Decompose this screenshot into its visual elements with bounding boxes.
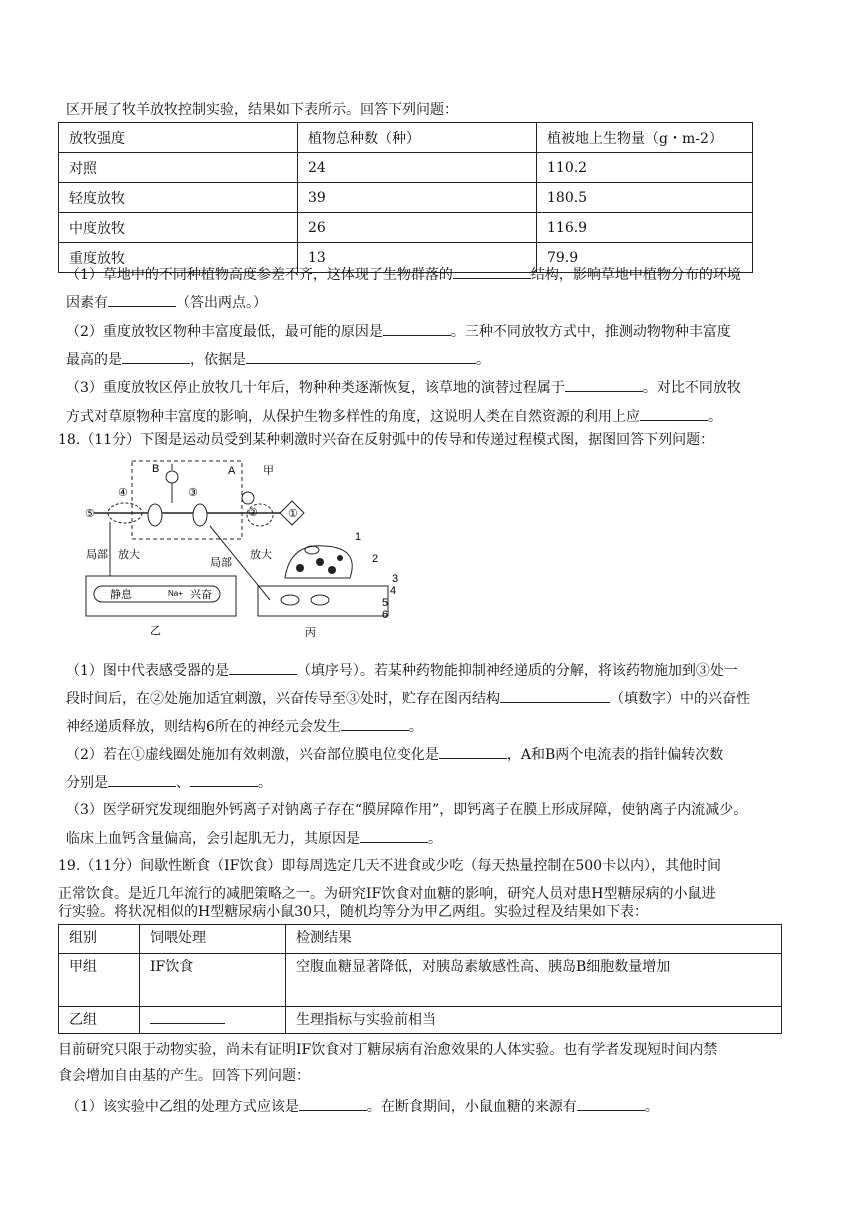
q17-part2-line2 bbox=[66, 349, 490, 370]
answer-blank[interactable] bbox=[453, 264, 531, 279]
label-jubu1: 局部 bbox=[86, 549, 108, 561]
table-row bbox=[59, 213, 753, 243]
table-header-row bbox=[59, 123, 753, 153]
answer-blank[interactable] bbox=[360, 828, 428, 843]
answer-blank[interactable] bbox=[108, 772, 176, 787]
text: 。三种不同放牧方式中，推测动物物种丰富度 bbox=[450, 324, 731, 340]
answer-blank[interactable] bbox=[341, 716, 409, 731]
table-cell: 乙组 bbox=[59, 1007, 140, 1034]
text: 。 bbox=[258, 775, 272, 791]
grazing-table bbox=[58, 122, 753, 273]
q19-line3: 行实验。将状况相似的H型糖尿病小鼠30只，随机均等分为甲乙两组。实验过程及结果如下表： bbox=[58, 904, 649, 920]
text: 神经递质释放，则结构6所在的神经元会发生 bbox=[66, 719, 341, 735]
table-header-cell: 组别 bbox=[59, 925, 140, 954]
answer-blank[interactable] bbox=[108, 292, 176, 307]
answer-blank[interactable] bbox=[150, 1009, 225, 1024]
ammeter-b bbox=[166, 471, 178, 483]
table-row bbox=[59, 1007, 782, 1034]
q18-part2-line1 bbox=[66, 744, 723, 765]
answer-blank[interactable] bbox=[383, 321, 451, 336]
answer-blank[interactable] bbox=[299, 1096, 367, 1111]
text: 。对比不同放牧 bbox=[642, 380, 741, 396]
text: 。 bbox=[428, 831, 442, 847]
label-k2: 2 bbox=[372, 553, 379, 565]
table-row bbox=[59, 954, 782, 1007]
q18-part3-line2 bbox=[66, 828, 442, 849]
synapse-body bbox=[148, 504, 162, 526]
text: 。在断食期间，小鼠血糖的来源有 bbox=[366, 1099, 577, 1115]
table-cell: 空腹血糖显著降低，对胰岛素敏感性高、胰岛B细胞数量增加 bbox=[286, 954, 782, 1007]
table-cell: 79.9 bbox=[537, 243, 753, 273]
text: 。 bbox=[708, 409, 722, 425]
answer-blank[interactable] bbox=[229, 660, 297, 675]
table-cell: 13 bbox=[298, 243, 537, 273]
text: （1）该实验中乙组的处理方式应该是 bbox=[66, 1099, 299, 1115]
q17-part3-line2 bbox=[66, 406, 722, 427]
label-jubu2: 局部 bbox=[210, 557, 232, 569]
q18-part1-line3 bbox=[66, 716, 423, 737]
panel-bing bbox=[258, 586, 388, 616]
q18-title: 18.（11分）下图是运动员受到某种刺激时兴奋在反射弧中的传导和传递过程模式图，据图回答下列问题： bbox=[58, 432, 715, 448]
table-cell: 110.2 bbox=[537, 153, 753, 183]
label-k4: 4 bbox=[390, 585, 397, 597]
q17-part2-line1 bbox=[66, 321, 731, 342]
q19-line1: 19.（11分）间歇性断食（IF饮食）即每周选定几天不进食或少吃（每天热量控制在500卡以内），其他时间 bbox=[58, 858, 722, 874]
text: 。 bbox=[644, 1099, 659, 1115]
text: 最高的是 bbox=[66, 352, 122, 368]
answer-blank[interactable] bbox=[190, 772, 258, 787]
label-jingxi: 静息 bbox=[110, 589, 132, 601]
text: 结构，影响草地中植物分布的环境 bbox=[530, 267, 741, 283]
ammeter-a bbox=[242, 492, 254, 504]
label-xingfen: 兴奋 bbox=[190, 589, 212, 601]
text: 临床上血钙含量偏高，会引起肌无力，其原因是 bbox=[66, 831, 360, 847]
answer-blank[interactable] bbox=[439, 744, 507, 759]
text: ，依据是 bbox=[190, 352, 246, 368]
label-bing: 丙 bbox=[305, 627, 316, 639]
answer-blank[interactable] bbox=[565, 377, 643, 392]
q18-part1-line1 bbox=[66, 660, 738, 681]
label-na: Na+ bbox=[168, 589, 183, 598]
table-cell: 重度放牧 bbox=[59, 243, 298, 273]
label-n4: ④ bbox=[118, 487, 128, 499]
reflex-arc-figure bbox=[80, 458, 400, 643]
table-header-cell: 植物总种数（种） bbox=[298, 123, 537, 153]
label-jia: 甲 bbox=[263, 465, 274, 477]
text: ，A和B两个电流表的指针偏转次数 bbox=[506, 747, 724, 763]
label-k1: 1 bbox=[355, 531, 362, 543]
synapse-body bbox=[193, 504, 207, 526]
text: 因素有 bbox=[66, 295, 108, 311]
intro-line: 区开展了牧羊放牧控制实验，结果如下表所示。回答下列问题： bbox=[66, 102, 458, 118]
label-yi: 乙 bbox=[150, 625, 161, 637]
table-cell: 对照 bbox=[59, 153, 298, 183]
answer-blank[interactable] bbox=[500, 688, 610, 703]
text: 段时间后，在②处施加适宜刺激，兴奋传导至③处时，贮存在图丙结构 bbox=[66, 691, 500, 707]
q17-part1-line1 bbox=[66, 264, 741, 285]
table-cell: 26 bbox=[298, 213, 537, 243]
text: （1）图中代表感受器的是 bbox=[66, 663, 229, 679]
answer-blank[interactable] bbox=[577, 1096, 645, 1111]
label-fangda2: 放大 bbox=[250, 549, 272, 561]
q18-part2-line2 bbox=[66, 772, 272, 793]
table-header-cell: 放牧强度 bbox=[59, 123, 298, 153]
text: （2）重度放牧区物种丰富度最低，最可能的原因是 bbox=[66, 324, 383, 340]
table-cell: 39 bbox=[298, 183, 537, 213]
label-a: A bbox=[228, 465, 236, 477]
table-cell bbox=[140, 1007, 286, 1034]
label-k6: 6 bbox=[382, 609, 389, 621]
text: （填序号）。若某种药物能抑制神经递质的分解，将该药物施加到③处一 bbox=[296, 663, 738, 679]
answer-blank[interactable] bbox=[246, 349, 476, 364]
q18-part3-line1: （3）医学研究发现细胞外钙离子对钠离子存在“膜屏障作用”，即钙离子在膜上形成屏障，使钠离子内流减少。 bbox=[66, 802, 748, 818]
text: 。 bbox=[476, 352, 490, 368]
q19-line5: 食会增加自由基的产生。回答下列问题： bbox=[58, 1068, 310, 1084]
table-row bbox=[59, 183, 753, 213]
q17-part1-line2 bbox=[66, 292, 267, 313]
text: （3）重度放牧区停止放牧几十年后，物种种类逐渐恢复，该草地的演替过程属于 bbox=[66, 380, 565, 396]
dashed-box bbox=[132, 461, 242, 539]
label-fangda1: 放大 bbox=[118, 549, 140, 561]
q19-line4: 目前研究只限于动物实验，尚未有证明IF饮食对丁糖尿病有治愈效果的人体实验。也有学者发现短时间内禁 bbox=[58, 1042, 718, 1058]
label-n3: ③ bbox=[188, 487, 198, 499]
label-n5: ⑤ bbox=[85, 508, 95, 520]
text: （填数字）中的兴奋性 bbox=[610, 691, 750, 707]
label-k5: 5 bbox=[382, 597, 389, 609]
q19-part1-line1 bbox=[66, 1096, 659, 1117]
answer-blank[interactable] bbox=[640, 406, 708, 421]
label-b: B bbox=[152, 463, 160, 475]
text: （1）草地中的不同种植物高度参差不齐，这体现了生物群落的 bbox=[66, 267, 453, 283]
if-diet-table bbox=[58, 924, 782, 1034]
text: 、 bbox=[176, 775, 190, 791]
table-cell: 24 bbox=[298, 153, 537, 183]
table-cell: 180.5 bbox=[537, 183, 753, 213]
answer-blank[interactable] bbox=[122, 349, 190, 364]
text: 分别是 bbox=[66, 775, 108, 791]
q17-part3-line1 bbox=[66, 377, 741, 398]
table-cell: 116.9 bbox=[537, 213, 753, 243]
table-header-cell: 饲喂处理 bbox=[140, 925, 286, 954]
text: 方式对草原物种丰富度的影响，从保护生物多样性的角度，这说明人类在自然资源的利用上应 bbox=[66, 409, 640, 425]
label-k3: 3 bbox=[392, 573, 399, 585]
table-cell: 生理指标与实验前相当 bbox=[286, 1007, 782, 1034]
label-n1: ① bbox=[288, 508, 298, 520]
label-n2: ② bbox=[248, 507, 258, 519]
table-header-cell: 植被地上生物量（g・m-2） bbox=[537, 123, 753, 153]
table-cell: IF饮食 bbox=[140, 954, 286, 1007]
q19-line2: 正常饮食。是近几年流行的减肥策略之一。为研究IF饮食对血糖的影响，研究人员对患H型糖尿病的小鼠进 bbox=[58, 886, 716, 902]
text: （2）若在①虚线圈处施加有效刺激，兴奋部位膜电位变化是 bbox=[66, 747, 439, 763]
text: （答出两点。） bbox=[176, 295, 267, 311]
table-cell: 中度放牧 bbox=[59, 213, 298, 243]
table-header-row bbox=[59, 925, 782, 954]
text: 。 bbox=[408, 719, 423, 735]
q18-part1-line2 bbox=[66, 688, 750, 709]
table-cell: 轻度放牧 bbox=[59, 183, 298, 213]
table-row bbox=[59, 153, 753, 183]
table-cell: 甲组 bbox=[59, 954, 140, 1007]
table-header-cell: 检测结果 bbox=[286, 925, 782, 954]
